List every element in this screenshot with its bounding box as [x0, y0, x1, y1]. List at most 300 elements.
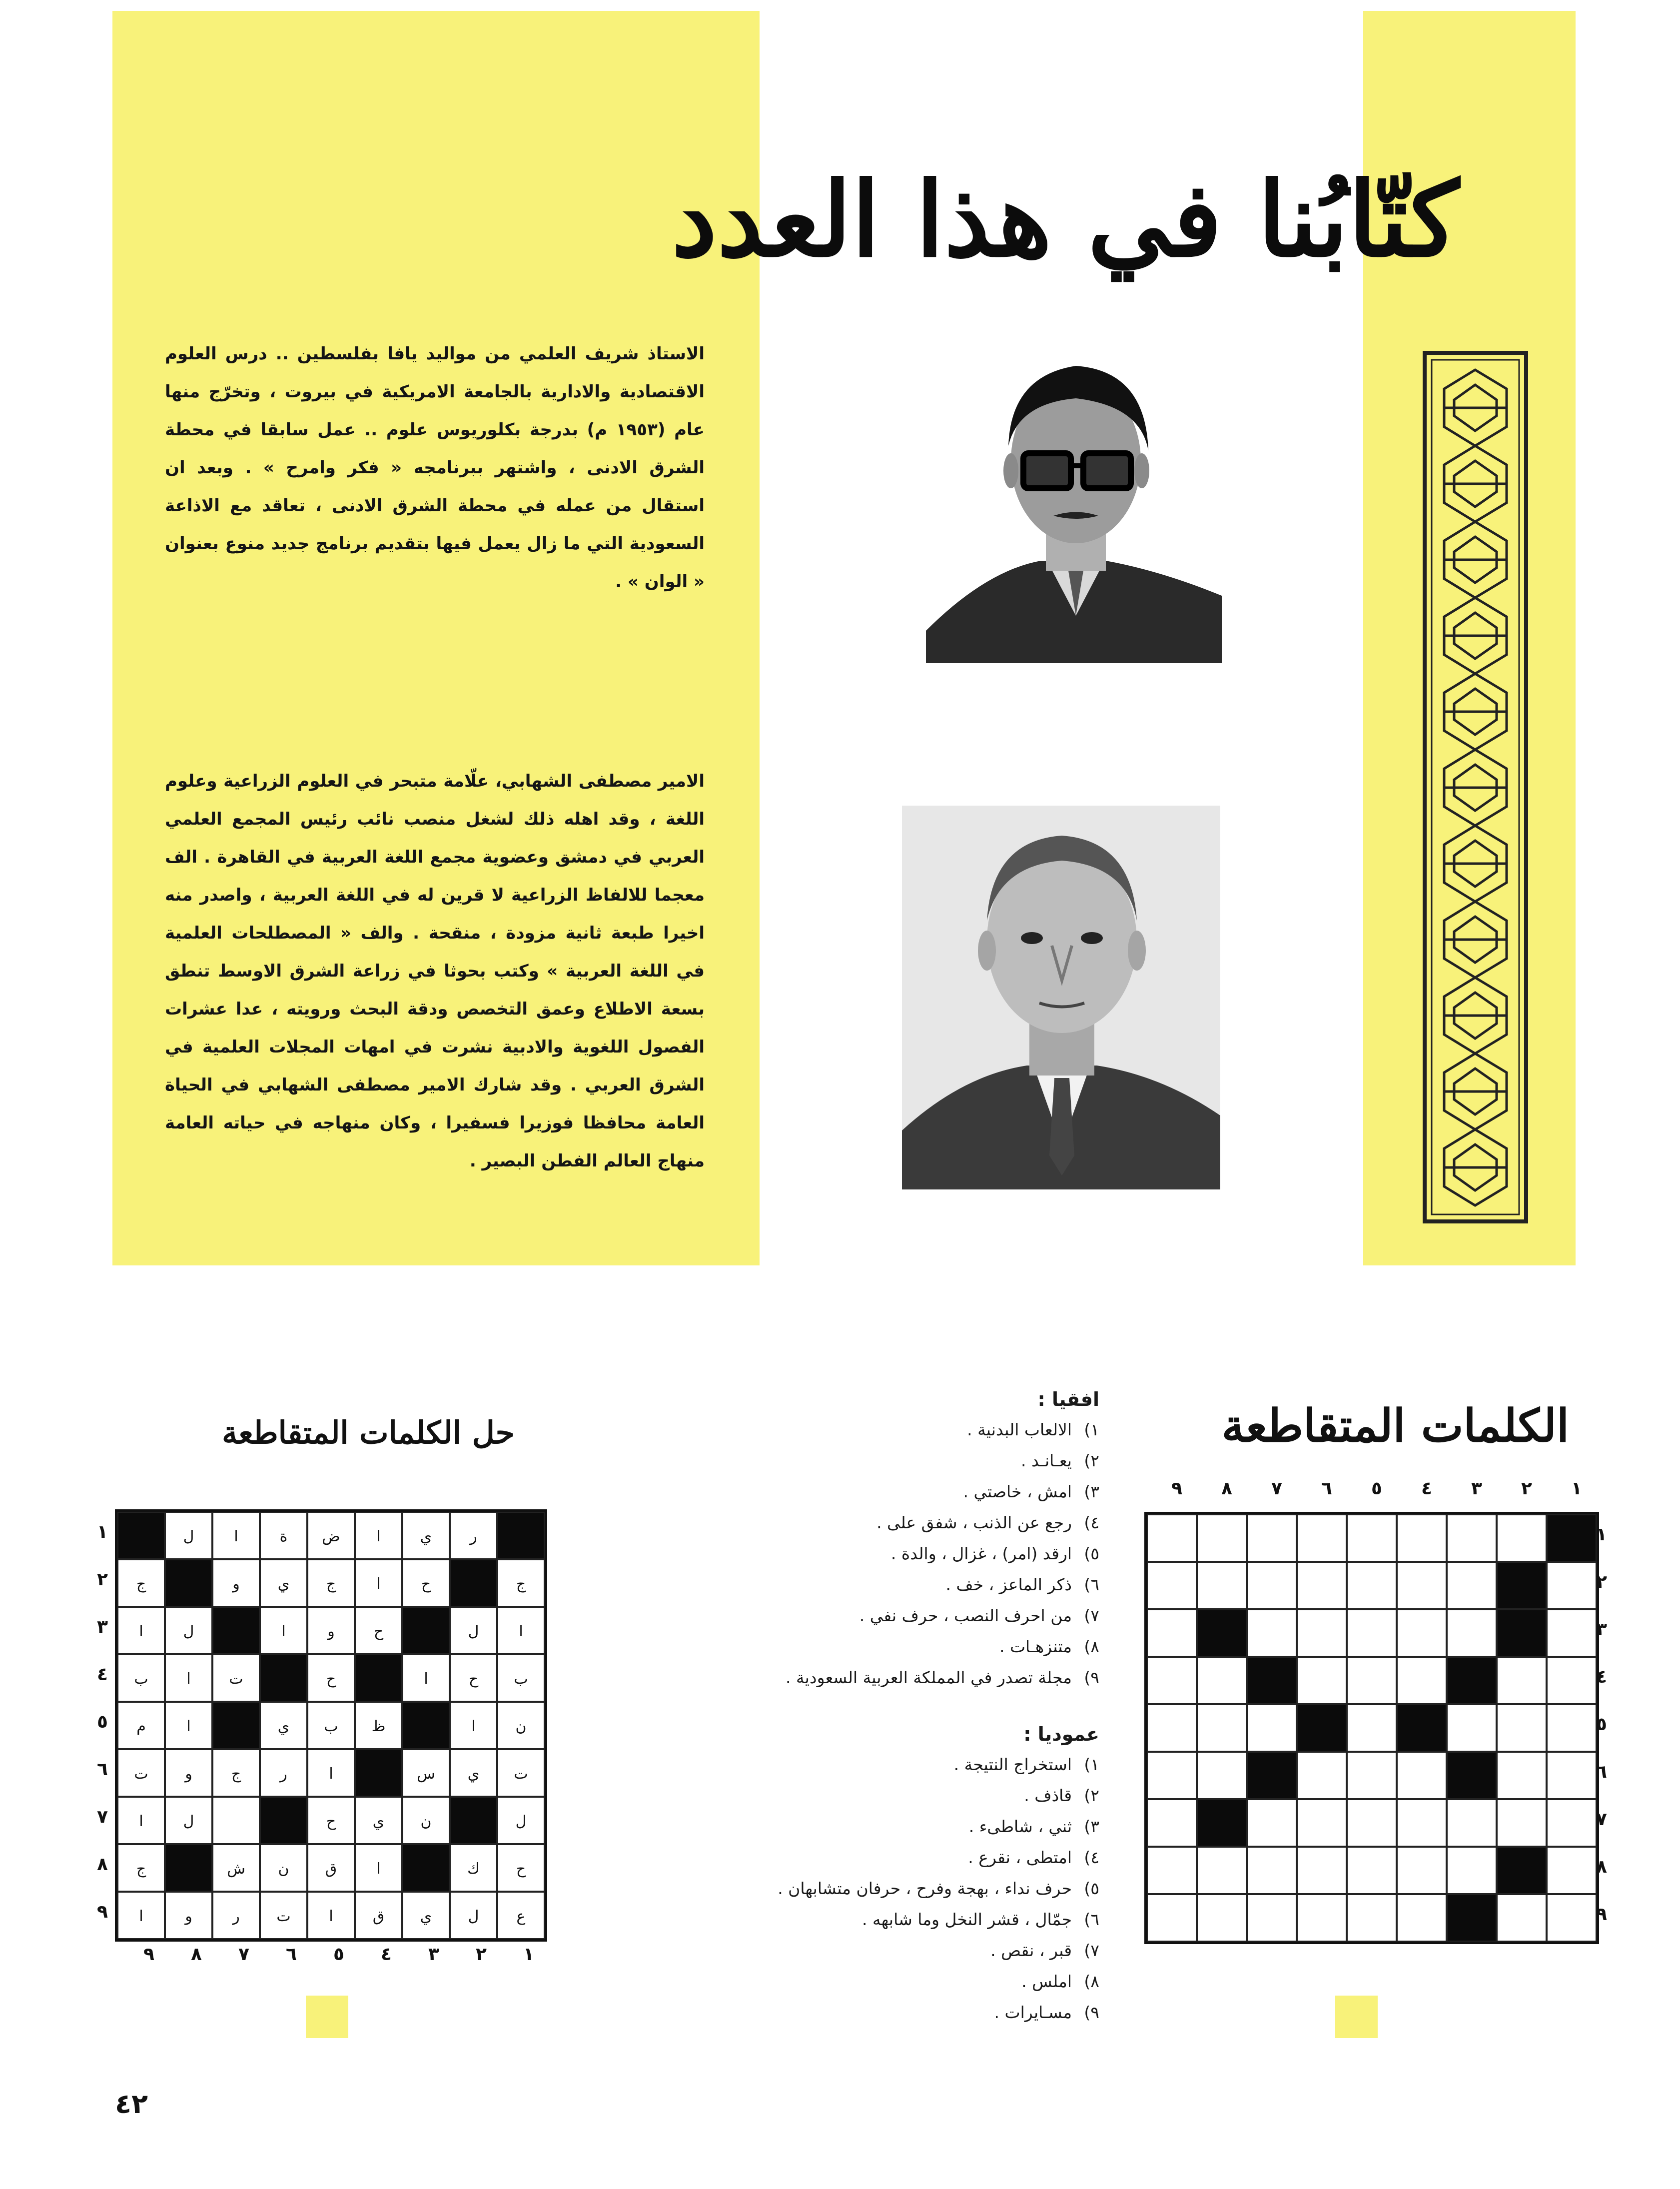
crossword-column-number: ٧ [1271, 1478, 1282, 1499]
solution-letter: م [136, 1718, 146, 1735]
crossword-cell[interactable] [1147, 1657, 1197, 1704]
solution-cell[interactable] [212, 1749, 260, 1797]
clue-text: مجلة تصدر في المملكة العربية السعودية . [786, 1668, 1072, 1687]
crossword-cell[interactable] [1197, 1704, 1247, 1752]
crossword-black-cell [1447, 1752, 1497, 1799]
ornament-knot-icon [1444, 446, 1507, 522]
solution-cell[interactable] [117, 1559, 165, 1607]
ornament-knot-icon [1444, 750, 1507, 826]
crossword-cell[interactable] [1497, 1894, 1547, 1942]
solution-black-cell [355, 1654, 402, 1702]
clue-number: ٤) [1084, 1848, 1099, 1867]
down-clue [575, 1966, 1099, 1997]
crossword-cell[interactable] [1247, 1609, 1297, 1657]
crossword-row-number: ٨ [1596, 1857, 1607, 1877]
solution-cell[interactable] [307, 1844, 355, 1892]
solution-cell[interactable] [212, 1844, 260, 1892]
solution-letter: ا [186, 1718, 191, 1735]
solution-cell[interactable] [402, 1892, 450, 1939]
solution-letter: ج [516, 1575, 526, 1593]
crossword-cell[interactable] [1447, 1799, 1497, 1847]
solution-cell[interactable] [307, 1607, 355, 1654]
across-clue [575, 1507, 1099, 1538]
solution-cell[interactable] [165, 1607, 212, 1654]
crossword-cell[interactable] [1247, 1847, 1297, 1894]
crossword-cell[interactable] [1447, 1609, 1497, 1657]
clue-text: رجع عن الذنب ، شفق على . [876, 1513, 1072, 1532]
solution-cell[interactable] [355, 1797, 402, 1844]
solution-cell[interactable] [307, 1749, 355, 1797]
solution-column-number: ٥ [333, 1944, 344, 1965]
solution-letter: ي [420, 1528, 432, 1545]
down-clue [575, 1811, 1099, 1842]
crossword-cell[interactable] [1497, 1514, 1547, 1562]
crossword-cell[interactable] [1197, 1752, 1247, 1799]
solution-black-cell [260, 1797, 307, 1844]
solution-letter: ا [139, 1623, 143, 1640]
clue-text: قبر ، نقص . [990, 1941, 1072, 1960]
solution-letter: ق [372, 1908, 385, 1925]
solution-letter: ج [231, 1765, 241, 1783]
clue-number: ٣) [1084, 1482, 1099, 1501]
crossword-cell[interactable] [1147, 1704, 1197, 1752]
crossword-cell[interactable] [1497, 1752, 1547, 1799]
crossword-cell[interactable] [1447, 1847, 1497, 1894]
solution-cell[interactable] [402, 1797, 450, 1844]
crossword-column-number: ٤ [1421, 1478, 1432, 1499]
solution-row-number: ١ [97, 1522, 108, 1542]
solution-column-number: ٤ [381, 1944, 392, 1965]
solution-cell[interactable] [117, 1844, 165, 1892]
crossword-black-cell [1497, 1609, 1547, 1657]
solution-row-number: ٣ [97, 1617, 108, 1637]
crossword-cell[interactable] [1347, 1514, 1397, 1562]
solution-letter: ظ [371, 1718, 386, 1735]
crossword-row-number: ٤ [1596, 1667, 1607, 1687]
clue-text: ثني ، شاطىء . [968, 1817, 1072, 1836]
solution-title: حل الكلمات المتقاطعة [222, 1414, 515, 1451]
solution-letter: ض [322, 1528, 340, 1545]
solution-cell[interactable] [260, 1844, 307, 1892]
solution-letter: ل [183, 1528, 194, 1545]
solution-cell[interactable] [260, 1512, 307, 1559]
page-number: ٤٢ [115, 2088, 148, 2120]
solution-cell[interactable] [497, 1892, 545, 1939]
crossword-black-cell [1247, 1657, 1297, 1704]
clue-number: ٧) [1084, 1941, 1099, 1960]
solution-letter: ن [278, 1860, 289, 1878]
crossword-black-cell [1297, 1704, 1347, 1752]
crossword-cell[interactable] [1347, 1894, 1397, 1942]
crossword-cell[interactable] [1147, 1894, 1197, 1942]
solution-letter: ي [277, 1718, 290, 1735]
solution-cell[interactable] [355, 1607, 402, 1654]
across-heading: افقيا : [1037, 1388, 1099, 1410]
solution-cell[interactable] [260, 1607, 307, 1654]
solution-letter: ح [421, 1575, 431, 1593]
solution-letter: ي [467, 1765, 480, 1783]
solution-black-cell [402, 1607, 450, 1654]
crossword-column-number: ١ [1571, 1478, 1582, 1499]
clue-number: ٩) [1084, 1668, 1099, 1687]
crossword-cell[interactable] [1247, 1894, 1297, 1942]
solution-letter: س [417, 1765, 435, 1783]
clue-number: ٢) [1084, 1451, 1099, 1470]
crossword-cell[interactable] [1347, 1657, 1397, 1704]
crossword-cell[interactable] [1147, 1514, 1197, 1562]
ornament-knot-icon [1444, 674, 1507, 750]
solution-cell[interactable] [307, 1654, 355, 1702]
solution-letter: ت [276, 1908, 291, 1925]
solution-cell[interactable] [355, 1702, 402, 1749]
solution-row-number: ٦ [97, 1759, 108, 1780]
solution-cell[interactable] [307, 1797, 355, 1844]
clue-text: الالعاب البدنية . [967, 1420, 1072, 1439]
solution-letter: ر [232, 1908, 240, 1925]
solution-letter: ت [134, 1765, 148, 1783]
clue-text: امش ، خاصتي . [963, 1482, 1072, 1501]
solution-letter: ا [329, 1908, 333, 1925]
solution-column-number: ٩ [143, 1944, 154, 1965]
ornament-knot-icon [1444, 826, 1507, 902]
crossword-cell[interactable] [1497, 1704, 1547, 1752]
clue-text: حرف نداء ، بهجة وفرح ، حرفان متشابهان . [778, 1879, 1072, 1898]
crossword-cell[interactable] [1147, 1609, 1197, 1657]
solution-cell[interactable] [260, 1702, 307, 1749]
solution-letter: ن [420, 1813, 432, 1830]
crossword-cell[interactable] [1347, 1704, 1397, 1752]
across-clues [575, 1384, 1099, 1693]
crossword-cell[interactable] [1397, 1847, 1447, 1894]
solution-cell[interactable] [450, 1512, 497, 1559]
solution-cell[interactable] [117, 1607, 165, 1654]
ornament-knot-icon [1444, 902, 1507, 978]
ornament-band-icon [1422, 350, 1529, 1224]
crossword-cell[interactable] [1197, 1847, 1247, 1894]
solution-letter: ح [373, 1623, 384, 1640]
crossword-cell[interactable] [1247, 1704, 1297, 1752]
crossword-cell[interactable] [1247, 1799, 1297, 1847]
crossword-column-number: ٦ [1321, 1478, 1332, 1499]
solution-cell[interactable] [117, 1749, 165, 1797]
solution-letter: ر [470, 1528, 477, 1545]
solution-cell[interactable] [117, 1702, 165, 1749]
solution-letter: ا [281, 1623, 286, 1640]
solution-cell[interactable] [497, 1607, 545, 1654]
crossword-cell[interactable] [1297, 1752, 1347, 1799]
crossword-black-cell [1397, 1704, 1447, 1752]
across-clue [575, 1476, 1099, 1507]
solution-cell[interactable] [117, 1797, 165, 1844]
solution-cell[interactable] [165, 1749, 212, 1797]
across-clue [575, 1631, 1099, 1662]
solution-row-number: ٨ [97, 1854, 108, 1875]
solution-black-cell [212, 1607, 260, 1654]
across-clue [575, 1538, 1099, 1569]
crossword-black-cell [1497, 1562, 1547, 1609]
solution-letter: ت [514, 1765, 528, 1783]
clue-number: ٥) [1084, 1879, 1099, 1898]
solution-letter: ع [516, 1908, 526, 1925]
crossword-cell[interactable] [1447, 1562, 1497, 1609]
page-title: كتّابُنا في هذا العدد [671, 160, 1459, 280]
crossword-cell[interactable] [1147, 1799, 1197, 1847]
clue-text: استخراج النتيجة . [953, 1755, 1072, 1774]
solution-black-cell [402, 1844, 450, 1892]
crossword-black-cell [1447, 1657, 1497, 1704]
clue-text: امتطى ، نقرع . [968, 1848, 1072, 1867]
crossword-cell[interactable] [1347, 1562, 1397, 1609]
solution-row-number: ٢ [97, 1569, 108, 1590]
solution-letter: ن [515, 1718, 527, 1735]
yellow-square-right [1335, 1996, 1378, 2038]
solution-letter: ب [134, 1670, 148, 1688]
solution-letter: ج [136, 1575, 146, 1593]
solution-letter: ل [515, 1813, 527, 1830]
solution-cell[interactable] [402, 1749, 450, 1797]
clue-number: ١) [1084, 1755, 1099, 1774]
ornament-knot-icon [1444, 1129, 1507, 1205]
down-clue [575, 1904, 1099, 1935]
clue-number: ٢) [1084, 1786, 1099, 1805]
crossword-cell[interactable] [1347, 1799, 1397, 1847]
solution-cell[interactable] [402, 1559, 450, 1607]
crossword-cell[interactable] [1297, 1799, 1347, 1847]
solution-cell[interactable] [212, 1654, 260, 1702]
clue-text: من احرف النصب ، حرف نفي . [859, 1606, 1072, 1625]
ornament-knot-icon [1444, 978, 1507, 1054]
solution-black-cell [450, 1797, 497, 1844]
down-clue [575, 1842, 1099, 1873]
crossword-cell[interactable] [1397, 1562, 1447, 1609]
across-clue [575, 1600, 1099, 1631]
bio-sharif-alalami [165, 335, 705, 601]
solution-letter: ي [277, 1575, 290, 1593]
down-clue [575, 1935, 1099, 1966]
solution-black-cell [165, 1559, 212, 1607]
clue-number: ٧) [1084, 1606, 1099, 1625]
solution-black-cell [165, 1844, 212, 1892]
crossword-row-number: ٩ [1596, 1904, 1607, 1925]
solution-letter: ش [227, 1860, 245, 1878]
solution-letter: ا [139, 1813, 143, 1830]
clue-number: ٦) [1084, 1575, 1099, 1594]
clue-number: ٣) [1084, 1817, 1099, 1836]
crossword-cell[interactable] [1397, 1894, 1447, 1942]
crossword-cell[interactable] [1297, 1514, 1347, 1562]
solution-cell[interactable] [450, 1607, 497, 1654]
portrait-sharif-alalami [926, 336, 1222, 663]
solution-cell[interactable] [165, 1797, 212, 1844]
across-clue [575, 1662, 1099, 1693]
ornament-knot-icon [1444, 522, 1507, 598]
solution-letter: ل [468, 1908, 479, 1925]
crossword-cell[interactable] [1397, 1514, 1447, 1562]
solution-cell[interactable] [165, 1654, 212, 1702]
crossword-cell[interactable] [1347, 1847, 1397, 1894]
crossword-cell[interactable] [1197, 1657, 1247, 1704]
solution-column-number: ١ [523, 1944, 534, 1965]
solution-cell[interactable] [117, 1892, 165, 1939]
crossword-black-cell [1197, 1799, 1247, 1847]
solution-column-number: ٢ [476, 1944, 487, 1965]
solution-letter: ب [324, 1718, 338, 1735]
across-clue [575, 1569, 1099, 1600]
solution-cell[interactable] [307, 1702, 355, 1749]
crossword-cell[interactable] [1297, 1562, 1347, 1609]
ornament-knot-icon [1444, 598, 1507, 674]
solution-letter: ا [376, 1528, 381, 1545]
solution-letter: ل [183, 1813, 194, 1830]
solution-cell[interactable] [307, 1892, 355, 1939]
crossword-cell[interactable] [1247, 1562, 1297, 1609]
solution-row-number: ٤ [97, 1664, 108, 1685]
solution-cell[interactable] [355, 1559, 402, 1607]
solution-grid [115, 1509, 547, 1942]
crossword-cell[interactable] [1397, 1609, 1447, 1657]
solution-black-cell [497, 1512, 545, 1559]
crossword-cell[interactable] [1297, 1847, 1347, 1894]
solution-cell[interactable] [497, 1702, 545, 1749]
solution-cell[interactable] [450, 1892, 497, 1939]
across-clue [575, 1414, 1099, 1445]
solution-letter: ب [514, 1670, 528, 1688]
solution-cell[interactable] [260, 1892, 307, 1939]
solution-cell[interactable] [165, 1512, 212, 1559]
solution-cell[interactable] [450, 1749, 497, 1797]
solution-cell[interactable] [355, 1512, 402, 1559]
crossword-cell[interactable] [1197, 1894, 1247, 1942]
crossword-cell[interactable] [1497, 1657, 1547, 1704]
crossword-black-cell [1447, 1894, 1497, 1942]
solution-cell[interactable] [165, 1892, 212, 1939]
clue-text: مسـايرات . [994, 2003, 1072, 2022]
solution-letter: و [185, 1908, 192, 1925]
crossword-row-number: ١ [1596, 1524, 1607, 1545]
crossword-cell[interactable] [1497, 1799, 1547, 1847]
crossword-cell[interactable] [1197, 1562, 1247, 1609]
solution-cell[interactable] [212, 1797, 260, 1844]
crossword-cell[interactable] [1397, 1657, 1447, 1704]
solution-letter: و [185, 1765, 192, 1783]
solution-letter: ق [325, 1860, 337, 1878]
crossword-cell[interactable] [1297, 1894, 1347, 1942]
solution-letter: ل [183, 1623, 194, 1640]
solution-cell[interactable] [497, 1654, 545, 1702]
solution-row-number: ٩ [97, 1902, 108, 1922]
solution-cell[interactable] [497, 1797, 545, 1844]
down-clue [575, 1997, 1099, 2028]
solution-letter: ت [229, 1670, 243, 1688]
crossword-cell[interactable] [1397, 1752, 1447, 1799]
clue-number: ٦) [1084, 1910, 1099, 1929]
solution-letter: ح [326, 1670, 336, 1688]
clue-number: ٨) [1084, 1637, 1099, 1656]
solution-cell[interactable] [260, 1559, 307, 1607]
clue-number: ١) [1084, 1420, 1099, 1439]
crossword-cell[interactable] [1397, 1799, 1447, 1847]
solution-cell[interactable] [212, 1892, 260, 1939]
solution-cell[interactable] [450, 1702, 497, 1749]
solution-letter: و [232, 1575, 240, 1593]
down-heading: عموديا : [1023, 1723, 1099, 1745]
clue-number: ٤) [1084, 1513, 1099, 1532]
solution-cell[interactable] [355, 1844, 402, 1892]
crossword-cell[interactable] [1247, 1514, 1297, 1562]
crossword-cell[interactable] [1347, 1609, 1397, 1657]
solution-letter: ج [136, 1860, 146, 1878]
solution-letter: ي [372, 1813, 385, 1830]
clue-text: متنزهـات . [999, 1637, 1072, 1656]
solution-column-number: ٨ [191, 1944, 202, 1965]
clue-text: جمّال ، قشر النخل وما شابهه . [862, 1910, 1072, 1929]
solution-letter: ل [468, 1623, 479, 1640]
clue-text: املس . [1021, 1972, 1072, 1991]
solution-cell[interactable] [450, 1844, 497, 1892]
crossword-cell[interactable] [1447, 1704, 1497, 1752]
solution-cell[interactable] [355, 1892, 402, 1939]
bio-paragraph: الامير مصطفى الشهابي، علّامة متبحر في العلوم الزراعية وعلوم اللغة ، وقد اهله ذلك لشغل منصب نائب رئيس المجمع العلمي العربي في دمشق وعضوية مجمع اللغة العربية في القاهرة . الف معجما للالفاظ الزراعية لا قرين له في اللغة العربية ، واصدر منه اخيرا طبعة ثانية مزودة ، منقحة . والف « المصطلحات العلمية في اللغة العربية » وكتب بحوثا في زراعة الشرق الاوسط تنطق بسعة الاطلاع وعمق التخصص ودقة البحث ورويته ، عدا عشرات الفصول اللغوية والادبية نشرت في امهات المجلات العلمية في الشرق العربي . وقد شارك الامير مصطفى الشهابي في الحياة العامة محافظا فوزيرا فسفيرا ، وكان منهاجه في حياته العامة منهاج العالم الفطن البصير . [165, 771, 705, 1171]
solution-letter: ا [186, 1670, 191, 1688]
crossword-cell[interactable] [1297, 1657, 1347, 1704]
solution-cell[interactable] [212, 1559, 260, 1607]
crossword-black-cell [1497, 1847, 1547, 1894]
solution-cell[interactable] [307, 1512, 355, 1559]
solution-letter: ا [139, 1908, 143, 1925]
crossword-cell[interactable] [1347, 1752, 1397, 1799]
solution-cell[interactable] [260, 1749, 307, 1797]
solution-cell[interactable] [402, 1512, 450, 1559]
crossword-row-number: ٦ [1596, 1762, 1607, 1782]
crossword-title: الكلمات المتقاطعة [1221, 1399, 1569, 1452]
solution-cell[interactable] [402, 1654, 450, 1702]
crossword-cell[interactable] [1297, 1609, 1347, 1657]
bio-paragraph: الاستاذ شريف العلمي من مواليد يافا بفلسطين .. درس العلوم الاقتصادية والادارية بالجامعة الامريكية في بيروت ، وتخرّج منها عام (١٩٥٣ م) بدرجة بكلوريوس علوم .. عمل سابقا في محطة الشرق الادنى ، واشتهر ببرنامجه « فكر وامرح » . وبعد ان استقال من عمله في محطة الشرق الادنى ، تعاقد مع الاذاعة السعودية التي ما زال يعمل فيها بتقديم برنامج جديد منوع بعنوان « الوان » . [165, 344, 705, 592]
crossword-cell[interactable] [1147, 1562, 1197, 1609]
solution-column-number: ٣ [428, 1944, 439, 1965]
solution-cell[interactable] [497, 1559, 545, 1607]
solution-cell[interactable] [450, 1654, 497, 1702]
solution-cell[interactable] [497, 1844, 545, 1892]
crossword-cell[interactable] [1147, 1847, 1197, 1894]
solution-row-number: ٧ [97, 1807, 108, 1827]
solution-black-cell [212, 1702, 260, 1749]
solution-black-cell [117, 1512, 165, 1559]
crossword-cell[interactable] [1147, 1752, 1197, 1799]
across-clue [575, 1445, 1099, 1476]
ornament-knot-icon [1444, 1054, 1507, 1129]
solution-column-number: ٦ [286, 1944, 297, 1965]
crossword-row-number: ٣ [1596, 1619, 1607, 1640]
solution-letter: ا [234, 1528, 238, 1545]
solution-letter: ح [326, 1813, 336, 1830]
clue-text: ارقد (امر) ، غزال ، والدة . [890, 1544, 1072, 1563]
solution-cell[interactable] [165, 1702, 212, 1749]
solution-cell[interactable] [497, 1749, 545, 1797]
crossword-row-number: ٧ [1596, 1809, 1607, 1830]
crossword-column-number: ٣ [1471, 1478, 1482, 1499]
crossword-cell[interactable] [1197, 1514, 1247, 1562]
solution-cell[interactable] [307, 1559, 355, 1607]
crossword-column-number: ٥ [1371, 1478, 1382, 1499]
crossword-cell[interactable] [1447, 1514, 1497, 1562]
solution-cell[interactable] [117, 1654, 165, 1702]
solution-letter: و [327, 1623, 335, 1640]
solution-cell[interactable] [212, 1512, 260, 1559]
solution-black-cell [260, 1654, 307, 1702]
solution-letter: ة [279, 1528, 288, 1545]
down-clue [575, 1749, 1099, 1780]
